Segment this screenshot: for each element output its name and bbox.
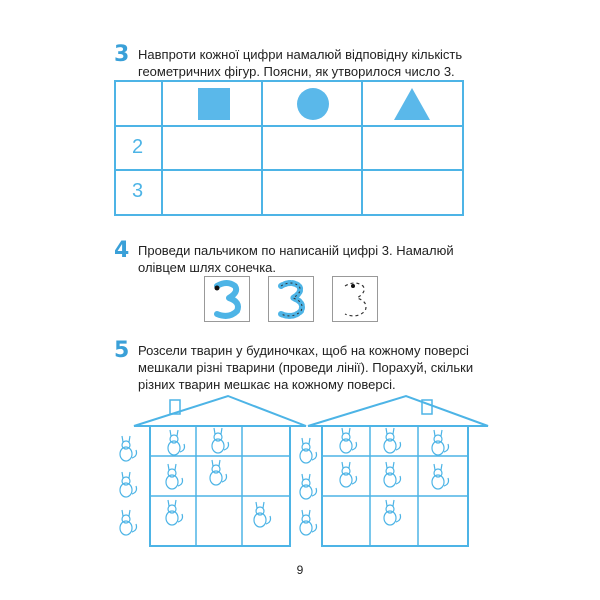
square-icon — [196, 86, 232, 122]
task-4-number: 4 — [114, 238, 130, 263]
shapes-table — [114, 80, 464, 216]
digit-three-solid-icon — [205, 277, 249, 321]
page-number: 9 — [296, 563, 304, 577]
digit-three-dashed-icon — [333, 277, 377, 321]
digit-card-dashed — [332, 276, 378, 322]
task-5-text: Розсели тварин у будиночках, щоб на кожному поверсі мешкали різні тварини (проведи лінії). Порахуй, скільки різних тварин мешкає на кожному поверсі. — [138, 343, 474, 392]
task-3-text: Навпроти кожної цифри намалюй відповідну кількість геометричних фігур. Поясни, як утворилося число 3. — [138, 47, 463, 79]
houses-illustration — [110, 394, 530, 554]
task-3-number: 3 — [114, 42, 130, 67]
circle-icon — [295, 86, 331, 122]
row-label-2: 2 — [132, 136, 144, 158]
row-label-3: 3 — [132, 180, 144, 202]
triangle-icon — [392, 86, 432, 122]
right-house — [308, 396, 488, 546]
task-5-number: 5 — [114, 338, 130, 363]
ladybug-icon — [351, 284, 355, 288]
digit-card-solid — [204, 276, 250, 322]
digit-card-dotted — [268, 276, 314, 322]
task-4-text: Проведи пальчиком по написаній цифрі 3. Намалюй олівцем шлях сонечка. — [138, 243, 454, 275]
left-house — [134, 396, 306, 546]
digit-three-dotted-icon — [269, 277, 313, 321]
